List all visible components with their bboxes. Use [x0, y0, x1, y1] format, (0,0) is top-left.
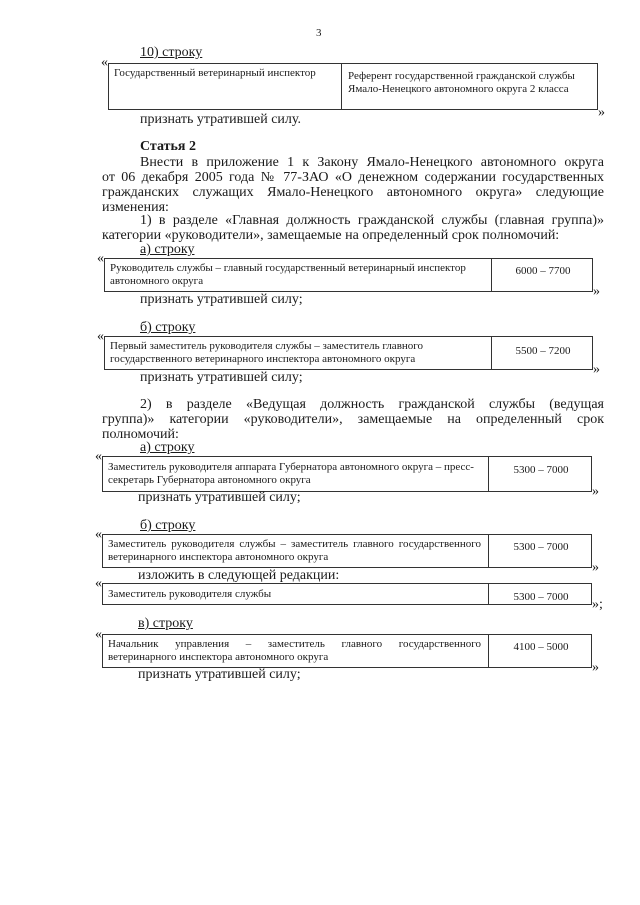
s1-a-table: [104, 258, 593, 292]
s2-b-new-position: Заместитель руководителя службы: [108, 588, 272, 600]
s2-b-salary: 5300 – 7000: [513, 541, 569, 553]
close-quote: »: [592, 660, 599, 675]
table-divider: [488, 635, 489, 667]
s1-b-label: б) строку: [140, 320, 196, 335]
table-divider: [488, 584, 489, 604]
open-quote: «: [95, 627, 102, 642]
s2-c-after: признать утратившей силу;: [138, 667, 301, 682]
s1-b-position: Первый заместитель руководителя службы – заместитель главного государственного ветеринарного инспектора автономного округа: [110, 340, 424, 365]
s1-a-salary: 6000 – 7700: [515, 265, 571, 277]
section-1-line-1: 1) в разделе «Главная должность гражданской службы (главная группа)»: [140, 213, 604, 228]
open-quote: «: [95, 576, 102, 591]
s2-a-after: признать утратившей силу;: [138, 490, 301, 505]
s2-b-table: [102, 534, 592, 568]
s2-a-label: а) строку: [140, 440, 195, 455]
item-10-position: Государственный ветеринарный инспектор: [114, 67, 316, 79]
article-title: Статья 2: [140, 139, 196, 154]
open-quote: «: [101, 55, 108, 70]
close-quote: »: [592, 484, 599, 499]
s2-c-position: Начальник управления – заместитель главного государственного ветеринарного инспектора автономного округа: [108, 638, 481, 663]
section-2-line-3: полномочий:: [102, 427, 179, 442]
section-2-line-2: группа)» категории «руководители», замещаемые на определенный срок: [102, 412, 604, 427]
s1-b-after: признать утратившей силу;: [140, 370, 303, 385]
item-10-replacement: Референт государственной гражданской службы Ямало-Ненецкого автономного округа 2 класса: [348, 70, 575, 95]
item-10-label: 10) строку: [140, 45, 203, 60]
table-divider: [491, 337, 492, 369]
s2-a-salary: 5300 – 7000: [513, 464, 569, 476]
s2-c-label: в) строку: [138, 616, 193, 631]
s1-a-after: признать утратившей силу;: [140, 292, 303, 307]
s2-c-table: [102, 634, 592, 668]
table-divider: [491, 259, 492, 291]
s2-b-label: б) строку: [140, 518, 196, 533]
page-number: 3: [316, 27, 322, 39]
s1-a-label: а) строку: [140, 242, 195, 257]
section-1-line-2: категории «руководители», замещаемые на определенный срок полномочий:: [102, 228, 560, 243]
s1-a-position: Руководитель службы – главный государственный ветеринарный инспектор автономного округа: [110, 262, 466, 287]
s2-b-new-salary: 5300 – 7000: [513, 591, 569, 603]
open-quote: «: [97, 251, 104, 266]
s2-a-table: [102, 456, 592, 492]
s2-b-after: изложить в следующей редакции:: [138, 568, 340, 583]
intro-line-1: Внести в приложение 1 к Закону Ямало-Ненецкого автономного округа: [140, 155, 604, 170]
section-2-line-1: 2) в разделе «Ведущая должность гражданской службы (ведущая: [140, 397, 604, 412]
close-quote-semicolon: »;: [592, 597, 603, 612]
s2-c-salary: 4100 – 5000: [513, 641, 569, 653]
close-quote: »: [593, 284, 600, 299]
item-10-after: признать утратившей силу.: [140, 112, 301, 127]
intro-line-2: от 06 декабря 2005 года № 77-ЗАО «О денежном содержании государственных: [102, 170, 604, 185]
s1-b-table: [104, 336, 593, 370]
s2-a-position: Заместитель руководителя аппарата Губернатора автономного округа – пресс-секретарь Губернатора автономного округа: [108, 461, 474, 486]
open-quote: «: [97, 329, 104, 344]
open-quote: «: [95, 527, 102, 542]
table-divider: [488, 457, 489, 491]
s2-b-new-table: [102, 583, 592, 605]
item-10-table: [108, 63, 598, 110]
open-quote: «: [95, 449, 102, 464]
intro-line-3: гражданских служащих Ямало-Ненецкого автономного округа» следующие: [102, 185, 604, 200]
table-divider: [341, 64, 342, 109]
intro-line-4: изменения:: [102, 200, 169, 215]
s1-b-salary: 5500 – 7200: [515, 345, 571, 357]
close-quote: »: [598, 105, 605, 120]
close-quote: »: [593, 362, 600, 377]
s2-b-position: Заместитель руководителя службы – заместитель главного государственного ветеринарного инспектора автономного округа: [108, 538, 481, 563]
close-quote: »: [592, 560, 599, 575]
table-divider: [488, 535, 489, 567]
